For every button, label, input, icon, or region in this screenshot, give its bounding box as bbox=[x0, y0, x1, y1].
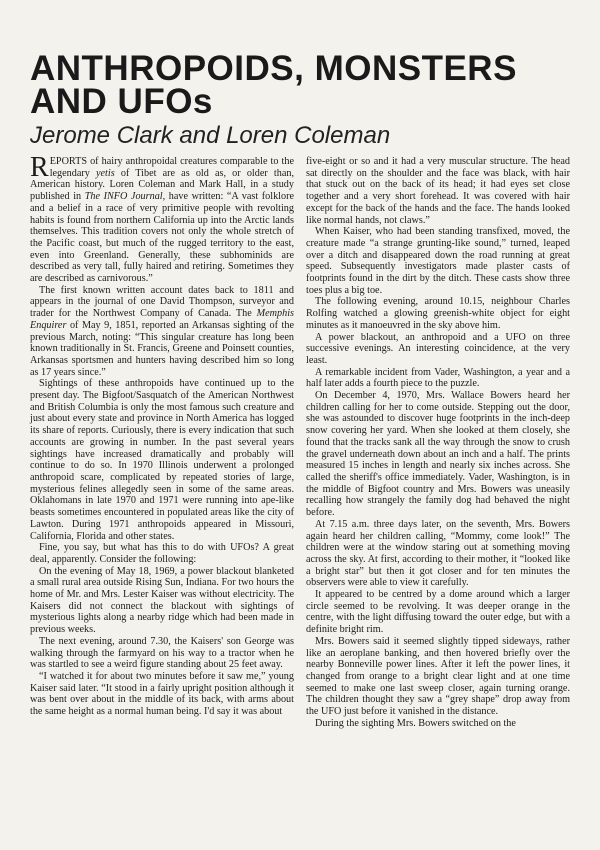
paragraph: During the sighting Mrs. Bowers switched on the bbox=[315, 717, 516, 729]
drop-cap: R bbox=[30, 152, 49, 183]
text-run: of hairy anthropoidal creatures comparable to the legendary bbox=[49, 156, 294, 179]
title-line-1: ANTHROPOIDS, MONSTERS bbox=[30, 49, 517, 88]
paragraph: It appeared to be centred by a dome around which a larger circle seemed to be revolving. It was deeper orange in the centre, with the light diffusing toward the outer edge, but with a definite bright rim. bbox=[306, 589, 570, 636]
paragraph: five-eight or so and it had a very muscular structure. The head sat directly on the shoulder and the face was black, with hair that stuck out on the back of its head; it had eyes set close together and a very short forehead. It was covered with hair except for the back of the hands and the face. The hands looked like normal hands, not claws.” bbox=[306, 156, 570, 226]
article-title bbox=[30, 49, 570, 121]
italic-run: yetis bbox=[96, 167, 115, 179]
title-line-2: AND UFOs bbox=[30, 82, 213, 121]
paragraph: Mrs. Bowers said it seemed slightly tipped sideways, rather like an aeroplane banking, and then hovered briefly over the nearby Bonneville power lines. After it left the power lines, it changed from orange to a bright clear light and at one time seemed to make one last sweep closer, again turning orange. The children thought they saw a “grey shape” drop away from the UFO just before it vanished in the distance. bbox=[306, 635, 570, 718]
paragraph: Fine, you say, but what has this to do with UFOs? A great deal, apparently. Consider the following: bbox=[30, 542, 294, 565]
text-run: have written: “A vast folklore and a belief in a race of very primitive people with revolting habits is found from northern California up into the Arctic lands themselves. This tradition covers not only the whole stretch of the Pacific coast, but much of the rugged territory to the east, even into Greenland. Generally, these subhominids are described as very tall, fully haired and retiring. Sometimes they are described as carnivorous.” bbox=[30, 191, 294, 285]
body-columns bbox=[30, 152, 570, 729]
text-run: The first known written account dates back to 1811 and appears in the journal of one David Thompson, surveyor and trader for the Northwest Company of Canada. The bbox=[30, 284, 294, 320]
paragraph: The next evening, around 7.30, the Kaisers' son George was walking through the farmyard on his way to a tractor when he was startled to see a weird figure standing about 25 feet away. bbox=[30, 635, 294, 671]
paragraph: On December 4, 1970, Mrs. Wallace Bowers heard her children calling for her to come outside. Stepping out the door, she was astounded to discover huge footprints in the inch-deep snow covering her yard. When she looked at them closely, she found that the tracks sank all the way through the snow to crush the gravel underneath down about an inch and a half. The prints measured 15 inches in length and nearly six inches across. She called the sheriff's office immediately. Vader, Washington, is in the middle of Bigfoot country and Mrs. Bowers was uneasily recalling how strangely the family dog had behaved the night before. bbox=[306, 390, 570, 519]
paragraph: The following evening, around 10.15, neighbour Charles Rolfing watched a glowing greenish-white object for eight minutes as it manoeuvred in the sky above him. bbox=[306, 296, 570, 331]
text-run: of Tibet are as old as, or older than, American history. Loren Coleman and Mark Hall, in a study published in bbox=[30, 167, 295, 203]
paragraph bbox=[30, 285, 294, 379]
paragraph: On the evening of May 18, 1969, a power blackout blanketed a small rural area outside Rising Sun, Indiana. For two hours the home of Mr. and Mrs. Lester Kaiser was without electricity. The Kaisers did not connect the blackout with sightings of mysterious lights along a nearby ridge which had been made in previous weeks. bbox=[30, 565, 294, 636]
byline: Jerome Clark and Loren Coleman bbox=[30, 122, 391, 149]
newspaper-title: Memphis Enquirer bbox=[30, 308, 294, 331]
paragraph: At 7.15 a.m. three days later, on the seventh, Mrs. Bowers again heard her children calling, “Mommy, come look!” The children were at the window staring out at something moving across the sky. At first, according to their mother, it “looked like a bright star” but then it got closer and for ten minutes the observers were able to view it carefully. bbox=[306, 518, 570, 589]
paragraph: A power blackout, an anthropoid and a UFO on three successive evenings. An interesting coincidence, at the very least. bbox=[306, 331, 570, 366]
journal-title: The INFO Journal, bbox=[84, 191, 166, 203]
paragraph: A remarkable incident from Vader, Washington, a year and a half later adds a fourth piece to the puzzle. bbox=[306, 366, 570, 390]
paragraph: Sightings of these anthropoids have continued up to the present day. The Bigfoot/Sasquatch of the American Northwest and British Columbia is only the most famous such creature and just about every state and province in North America has logged its share of reports. Curiously, there is every indication that such accounts are growing in number. In the past several years sightings have increased dramatically and probably will continue to do so. In 1970 Illinois underwent a prolonged anthropoid scare, complicated by repeated stories of large, mysterious felines allegedly seen in some of the same areas. Oklahomans in late 1970 and 1971 were running into ape-like beasts sometimes encountered in populated areas like the city of Lawton. During 1971 anthropoids appeared in Missouri, California, Florida and other states. bbox=[30, 378, 294, 542]
column-left bbox=[30, 152, 295, 729]
column-right bbox=[306, 156, 570, 729]
paragraph: When Kaiser, who had been standing transfixed, moved, the creature made “a strange grunting-like sound,” turned, leaped over a ditch and disappeared down the road running at great speed. Subsequently investigators made plaster casts of footprints found in the dirt by the ditch. These casts show three toes plus a big toe. bbox=[306, 226, 570, 296]
paragraph bbox=[30, 152, 295, 285]
opening-caps: EPORTS bbox=[49, 156, 88, 167]
text-run: of May 9, 1851, reported an Arkansas sighting of the previous March, noting: “This singular creature has long been known traditionally in St. Francis, Greene and Poinsett counties, Arkansas sportsmen and hunters having described him so long as 17 years since.” bbox=[30, 319, 294, 378]
paragraph: “I watched it for about two minutes before it saw me,” young Kaiser said later. “It stood in a fairly upright position although it was bent over about in the middle of its back, with arms about the same height as a normal human being. I'd say it was about bbox=[30, 670, 294, 718]
